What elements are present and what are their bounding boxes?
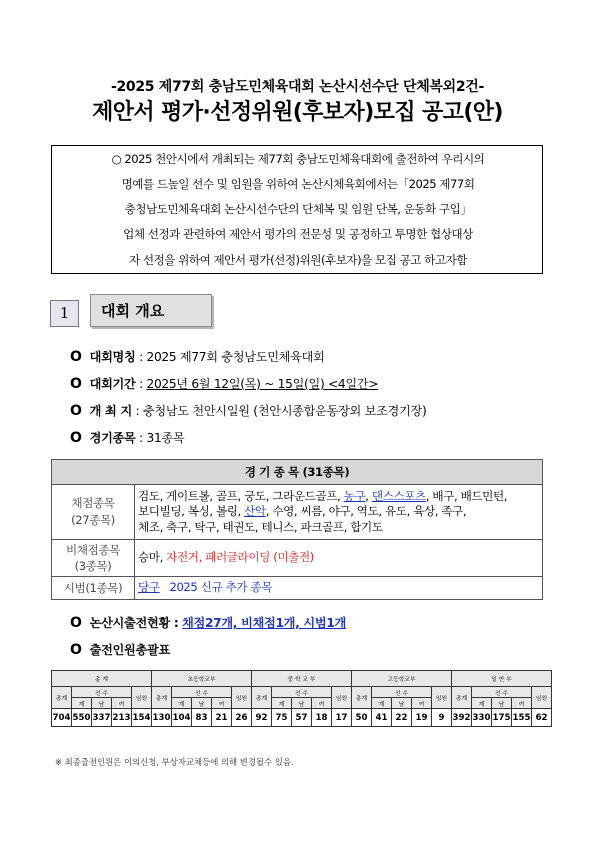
scored-text: , 수영, 씨름, 야구, 역도, 유도, 육상, 족구, — [265, 504, 467, 519]
table-row — [52, 577, 543, 600]
value-cell: 75 — [272, 709, 292, 727]
overview-period — [70, 375, 378, 392]
status-line — [70, 614, 346, 631]
scored-text: 보디빌딩, 복싱, 볼링, — [138, 504, 245, 519]
value-cell: 337 — [92, 709, 112, 727]
value-cell: 26 — [232, 709, 252, 727]
value-cell: 18 — [312, 709, 332, 727]
intro-line: 업체 선정과 관련하여 제안서 평가의 전문성 및 공정하고 투명한 협상대상 — [123, 227, 473, 241]
nonscored-label-1: 비채점종목 — [66, 543, 120, 557]
total-header: 총계 — [252, 687, 272, 709]
total-header: 총계 — [52, 687, 72, 709]
roster-label: 출전인원총괄표 — [89, 643, 170, 657]
value-cell: 154 — [132, 709, 152, 727]
bullet-icon: O — [70, 430, 82, 446]
value-cell: 19 — [412, 709, 432, 727]
intro-box — [51, 145, 543, 274]
total-header: 총계 — [452, 687, 472, 709]
value-cell: 104 — [172, 709, 192, 727]
group-header: 중 학 교 부 — [252, 671, 352, 687]
sum-header: 계 — [372, 698, 392, 709]
players-header: 선 수 — [72, 687, 132, 698]
bullet-icon: O — [70, 376, 82, 392]
value-cell: 41 — [372, 709, 392, 727]
female-header: 여 — [312, 698, 332, 709]
officials-header: 임원 — [432, 687, 452, 709]
officials-header: 임원 — [232, 687, 252, 709]
players-header: 선 수 — [472, 687, 532, 698]
nonscored-events — [135, 540, 543, 577]
value-cell: 704 — [52, 709, 72, 727]
intro-line: 명예를 드높일 선수 및 임원을 위하여 논산시체육회에서는「2025 제77회 — [121, 177, 475, 191]
female-header: 여 — [112, 698, 132, 709]
nonscored-absent: 자전거, 패러글라이딩 (미출전) — [166, 550, 314, 565]
female-header: 여 — [412, 698, 432, 709]
scored-highlight: 산악 — [244, 504, 266, 519]
intro-line: 충청남도민체육대회 논산시선수단의 단체복 및 임원 단복, 운동화 구입」 — [124, 202, 472, 216]
separator: : — [139, 431, 143, 445]
status-label: 논산시출전현황 : — [89, 616, 179, 630]
footnote: ※ 최종출전인원은 이의신청, 부상자교체등에 의해 변경될수 있음. — [55, 757, 294, 767]
scored-highlight: 댄스스포츠 — [371, 488, 426, 503]
value-cell: 330 — [472, 709, 492, 727]
male-header: 남 — [92, 698, 112, 709]
bullet-icon: O — [70, 615, 82, 631]
overview-name — [70, 348, 325, 365]
sum-header: 계 — [72, 698, 92, 709]
scored-label-1: 채점종목 — [71, 496, 115, 510]
nonscored-label — [52, 540, 135, 577]
scored-text: 검도, 게이트볼, 골프, 궁도, 그라운드골프, — [138, 488, 344, 503]
roster-heading — [70, 641, 170, 658]
scored-label — [52, 485, 135, 540]
value-cell: 130 — [152, 709, 172, 727]
sports-table-header: 경 기 종 목 (31종목) — [52, 460, 543, 485]
table-row — [52, 485, 543, 540]
scored-text: , — [365, 488, 372, 503]
scored-label-2: (27종목) — [71, 513, 115, 527]
group-header: 총 계 — [52, 671, 152, 687]
value-cell: 57 — [292, 709, 312, 727]
scored-highlight: 농구 — [343, 488, 366, 503]
players-header: 선 수 — [372, 687, 432, 698]
male-header: 남 — [292, 698, 312, 709]
scored-text: 체조, 축구, 탁구, 태권도, 테니스, 파크골프, 합기도 — [138, 519, 383, 534]
intro-line: ○ 2025 천안시에서 개최되는 제77회 충남도민체육대회에 출전하여 우리시의 — [111, 152, 485, 166]
period-value: 2025년 6월 12일(목) ~ 15일(일) <4일간> — [146, 377, 379, 391]
male-header: 남 — [492, 698, 512, 709]
separator: : — [139, 377, 143, 391]
events-value: 31종목 — [146, 431, 185, 445]
value-cell: 550 — [72, 709, 92, 727]
roster-table — [51, 670, 552, 727]
events-label: 경기종목 — [89, 431, 136, 445]
total-header: 총계 — [152, 687, 172, 709]
value-cell: 9 — [432, 709, 452, 727]
female-header: 여 — [212, 698, 232, 709]
total-header: 총계 — [352, 687, 372, 709]
separator: : — [139, 350, 143, 364]
value-cell: 62 — [532, 709, 552, 727]
demo-note: 2025 신규 추가 종목 — [159, 580, 273, 595]
table-row — [52, 540, 543, 577]
status-value: 채점27개, 비채점1개, 시범1개 — [182, 616, 347, 630]
male-header: 남 — [392, 698, 412, 709]
players-header: 선 수 — [172, 687, 232, 698]
male-header: 남 — [192, 698, 212, 709]
period-label: 대회기간 — [89, 377, 136, 391]
officials-header: 임원 — [532, 687, 552, 709]
intro-line: 자 선정을 위하여 제안서 평가(선정)위원(후보자)을 모집 공고 하고자함 — [129, 253, 467, 267]
group-header: 일 반 부 — [452, 671, 552, 687]
table-row — [52, 709, 552, 727]
value-cell: 213 — [112, 709, 132, 727]
bullet-icon: O — [70, 349, 82, 365]
group-header: 초등학교부 — [152, 671, 252, 687]
value-cell: 50 — [352, 709, 372, 727]
officials-header: 임원 — [332, 687, 352, 709]
demo-events — [135, 577, 543, 600]
document-subtitle: -2025 제77회 충남도민체육대회 논산시선수단 단체복외2건- — [110, 79, 485, 95]
value-cell: 22 — [392, 709, 412, 727]
section-number: 1 — [50, 300, 79, 327]
value-cell: 21 — [212, 709, 232, 727]
scored-text: , 배구, 배드민턴, — [425, 488, 508, 503]
nonscored-label-2: (3종목) — [74, 559, 112, 573]
sum-header: 계 — [272, 698, 292, 709]
name-label: 대회명칭 — [89, 350, 136, 364]
sports-table — [51, 459, 543, 600]
venue-value: 충청남도 천안시일원 (천안시종합운동장외 보조경기장) — [142, 404, 427, 418]
bullet-icon: O — [70, 642, 82, 658]
demo-highlight: 당구 — [138, 580, 160, 595]
overview-events — [70, 429, 184, 446]
value-cell: 83 — [192, 709, 212, 727]
scored-events — [135, 485, 543, 540]
officials-header: 임원 — [132, 687, 152, 709]
venue-label: 개 최 지 — [89, 404, 132, 418]
value-cell: 92 — [252, 709, 272, 727]
document-title: 제안서 평가·선정위원(후보자)모집 공고(안) — [92, 100, 503, 125]
separator: : — [135, 404, 140, 418]
value-cell: 392 — [452, 709, 472, 727]
sum-header: 계 — [472, 698, 492, 709]
value-cell: 17 — [332, 709, 352, 727]
value-cell: 175 — [492, 709, 512, 727]
section-title: 대회 개요 — [90, 294, 212, 327]
demo-label: 시범(1종목) — [52, 577, 135, 600]
sum-header: 계 — [172, 698, 192, 709]
group-header: 고등학교부 — [352, 671, 452, 687]
nonscored-text: 승마, — [138, 550, 167, 565]
value-cell: 155 — [512, 709, 532, 727]
players-header: 선 수 — [272, 687, 332, 698]
bullet-icon: O — [70, 403, 82, 419]
overview-venue — [70, 402, 426, 419]
female-header: 여 — [512, 698, 532, 709]
name-value: 2025 제77회 충청남도민체육대회 — [146, 350, 325, 364]
